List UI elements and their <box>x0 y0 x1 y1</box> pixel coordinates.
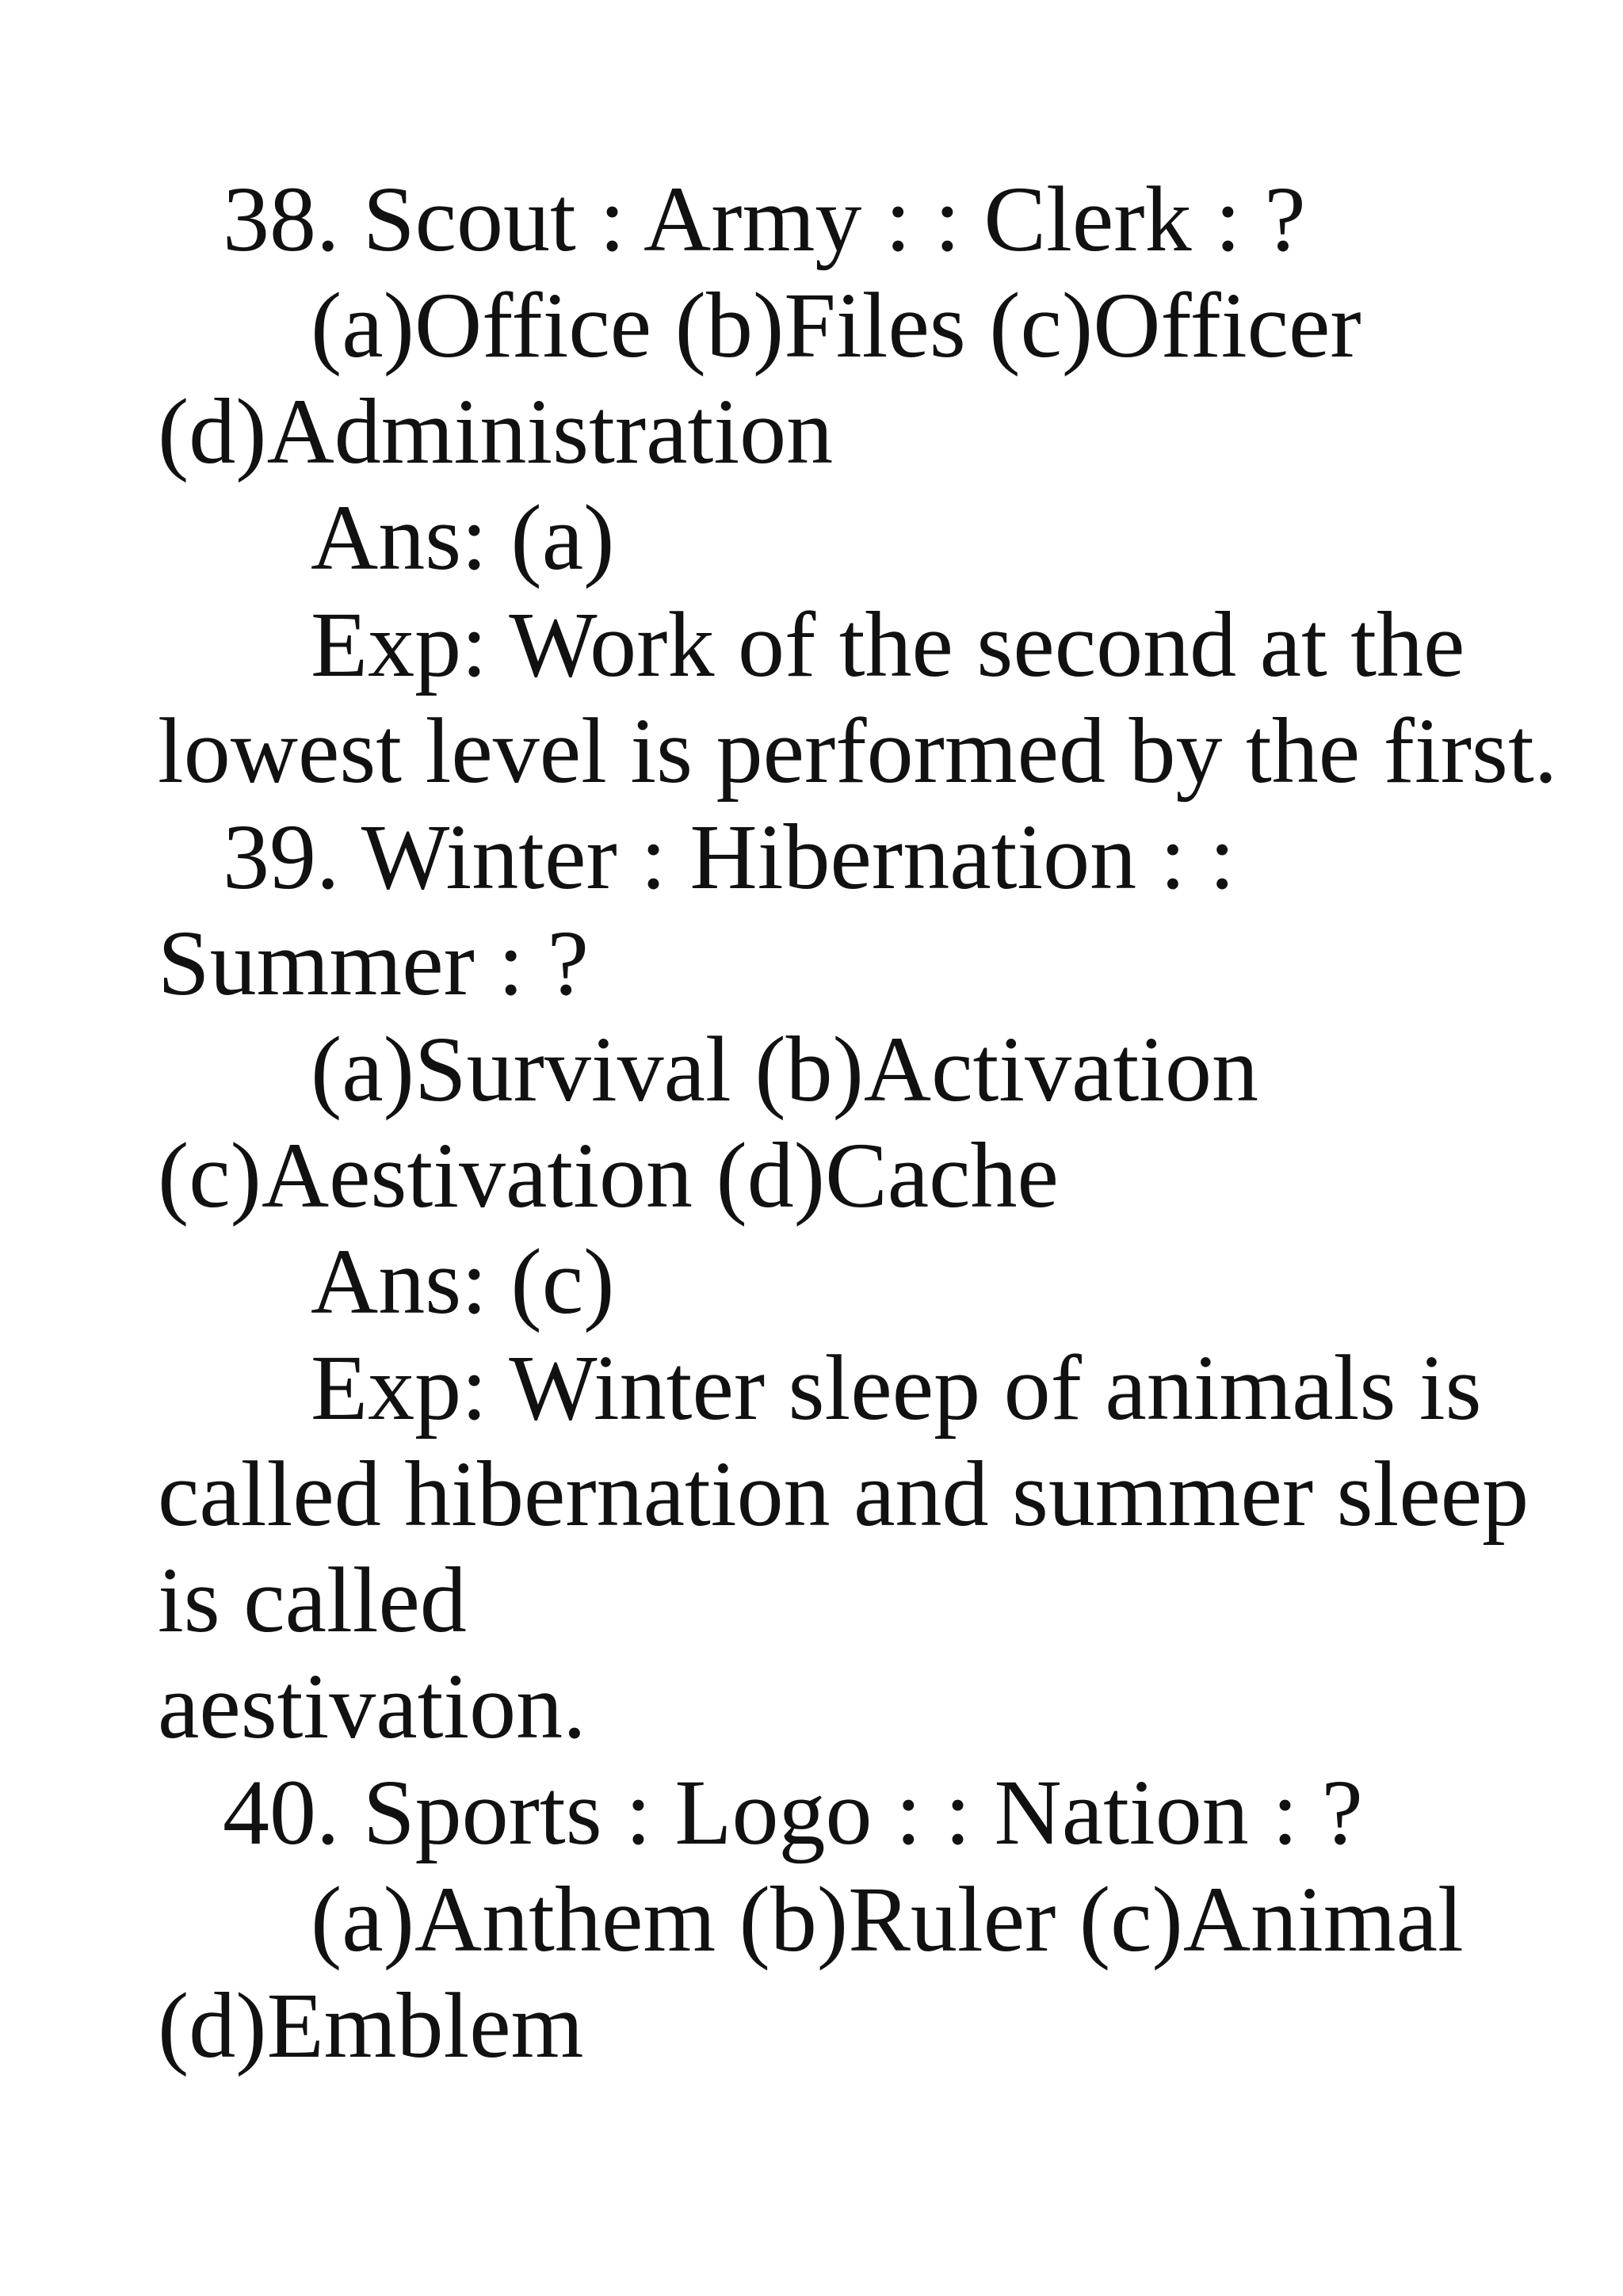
question-39-text-line-2: Summer : ? <box>158 911 590 1015</box>
question-38-answer: Ans: (a) <box>311 486 615 589</box>
question-38-explanation-line-2: lowest level is performed by the first. <box>158 699 1558 803</box>
question-40-options-line-1: (a)Anthem (b)Ruler (c)Animal <box>311 1867 1464 1971</box>
question-39-explanation-line-3: is called <box>158 1548 467 1652</box>
question-39-explanation-line-2: called hibernation and summer sleep <box>158 1442 1529 1546</box>
question-39-options-line-2: (c)Aestivation (d)Cache <box>158 1123 1059 1227</box>
question-39-text-line-1: 39. Winter : Hibernation : : <box>223 805 1235 909</box>
question-38-explanation-line-1: Exp: Work of the second at the <box>311 593 1465 696</box>
question-39-explanation-line-4: aestivation. <box>158 1654 586 1758</box>
question-40-text: 40. Sports : Logo : : Nation : ? <box>223 1760 1363 1864</box>
question-39-explanation-line-1: Exp: Winter sleep of animals is <box>311 1336 1482 1440</box>
question-39-options-line-1: (a)Survival (b)Activation <box>311 1017 1259 1121</box>
question-40-options-line-2: (d)Emblem <box>158 1974 584 2077</box>
question-38-options-line-1: (a)Office (b)Files (c)Officer <box>311 273 1361 377</box>
question-39-answer: Ans: (c) <box>311 1230 615 1333</box>
question-38-text: 38. Scout : Army : : Clerk : ? <box>223 167 1306 271</box>
question-38-options-line-2: (d)Administration <box>158 379 834 483</box>
